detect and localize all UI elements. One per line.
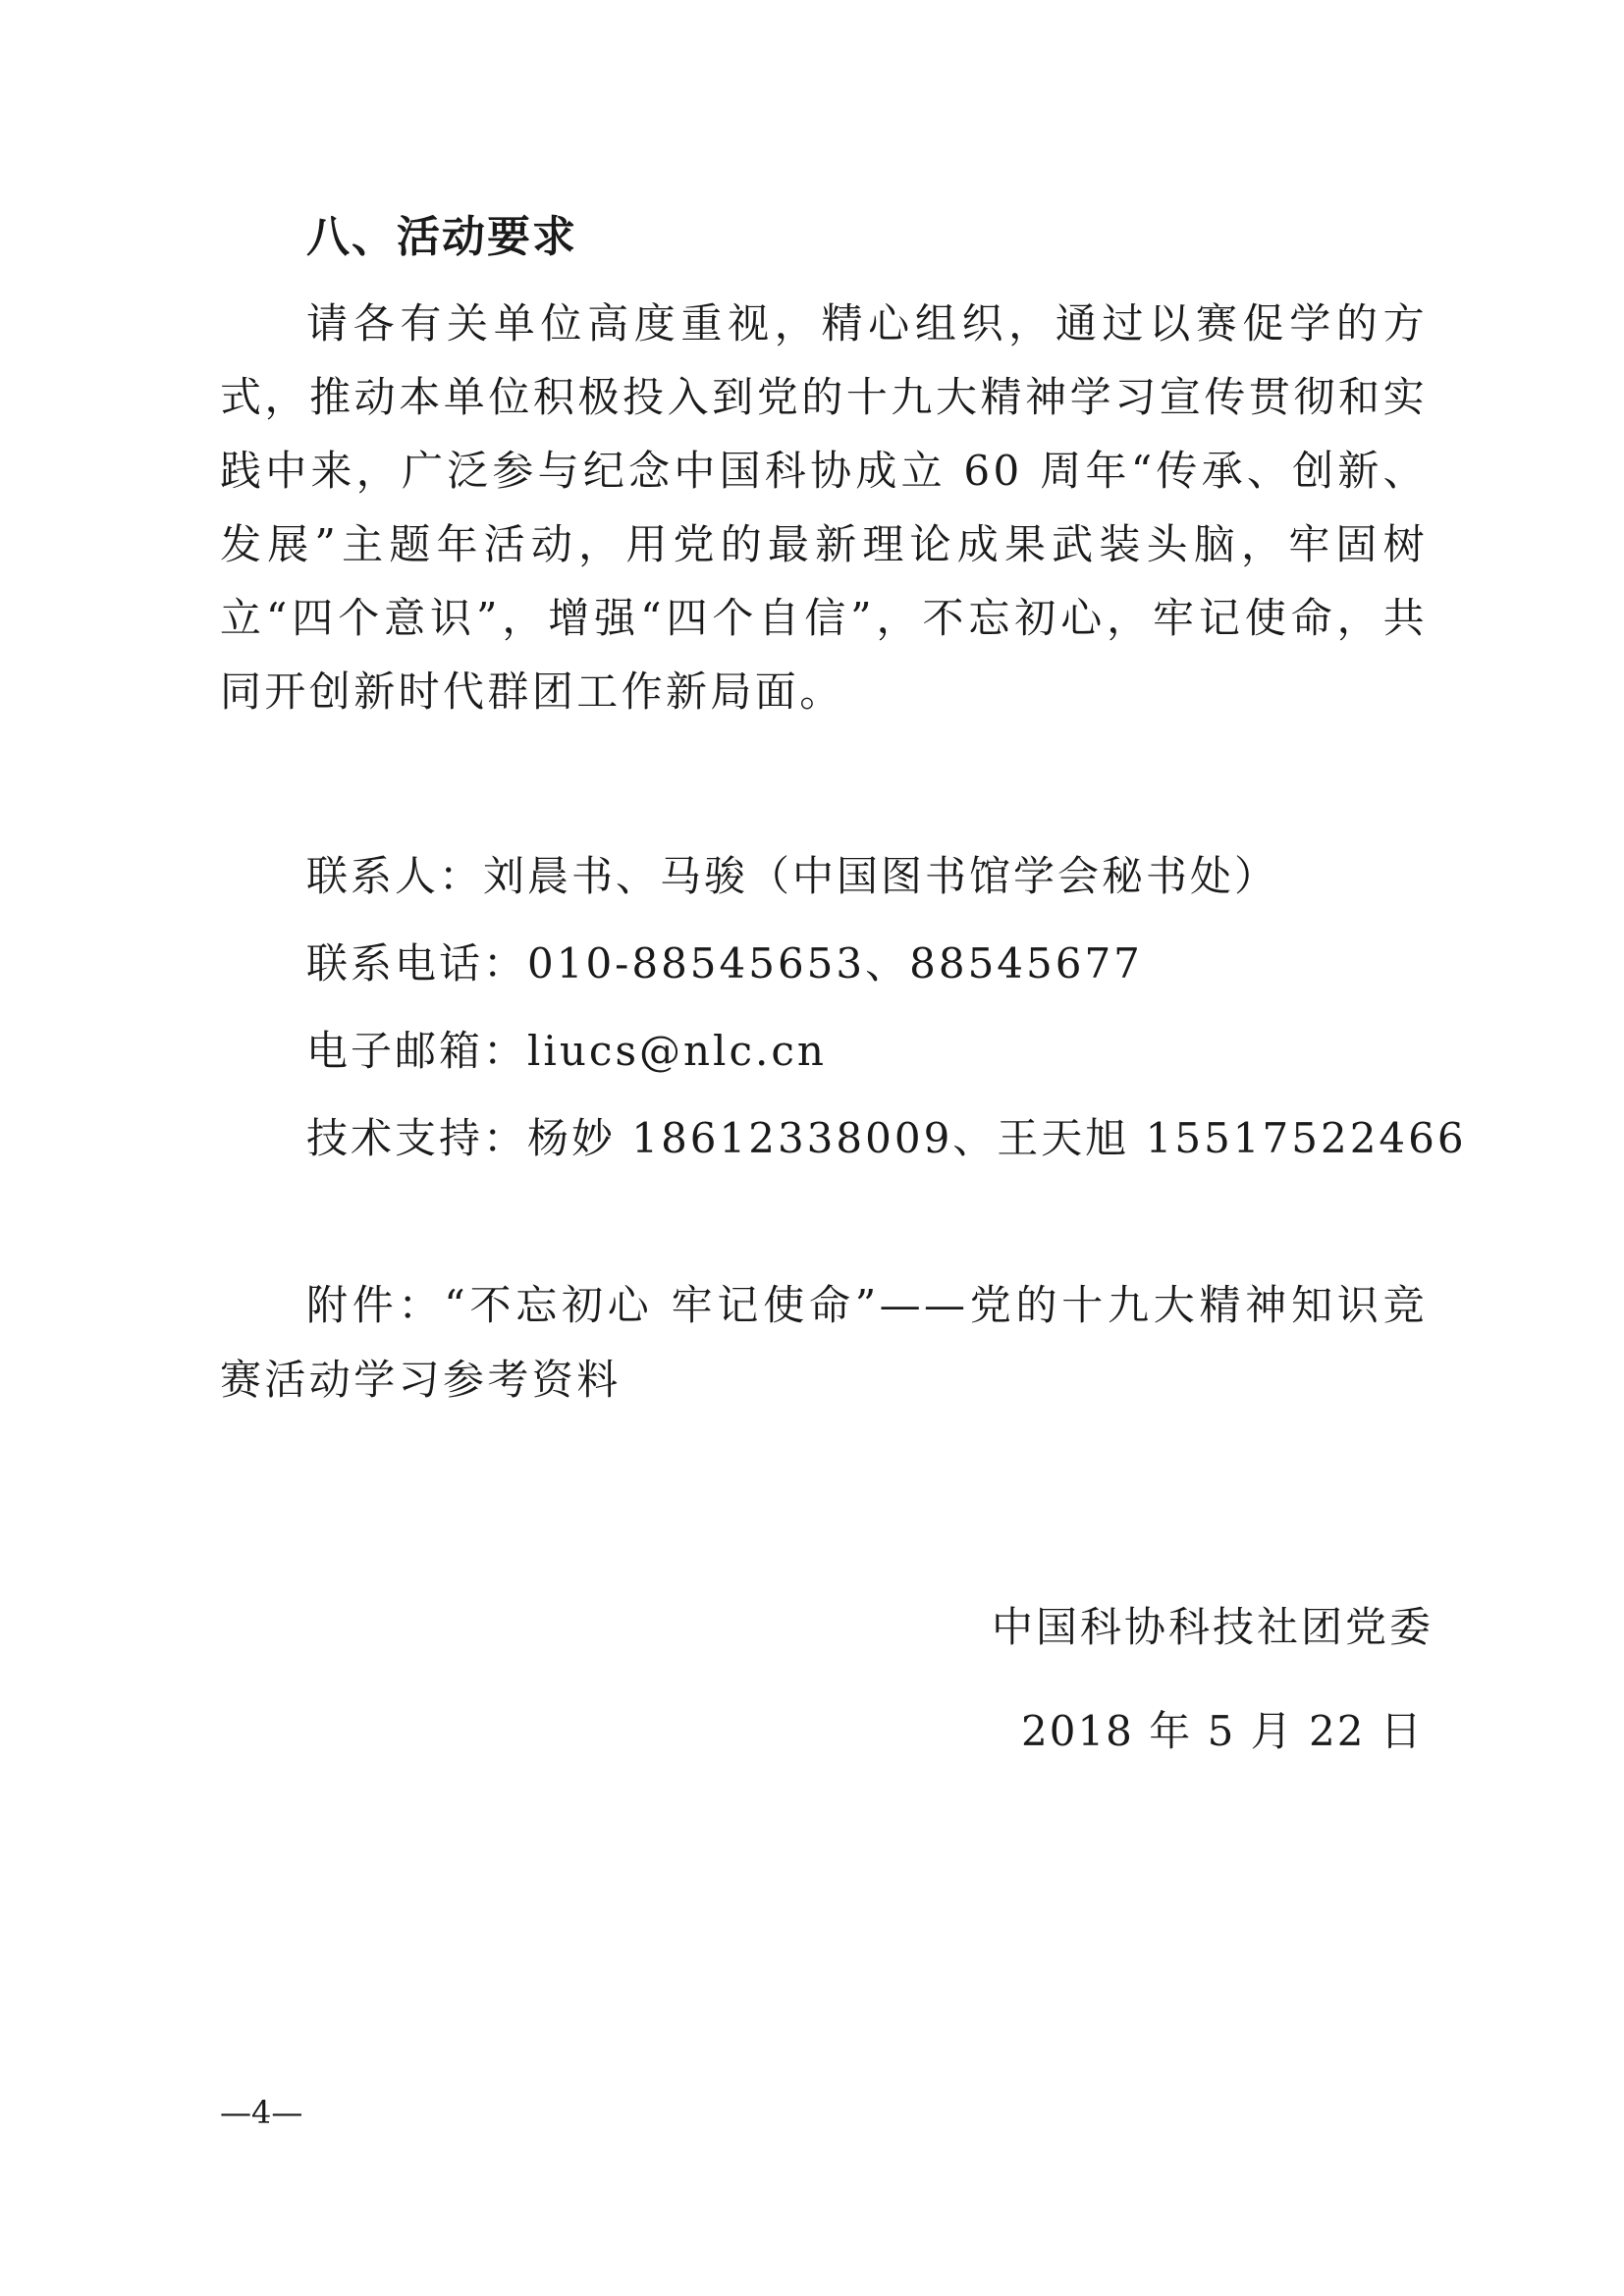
tech-support: 技术支持：杨妙 18612338009、王天旭 15517522466 — [306, 1114, 1467, 1162]
section-heading: 八、活动要求 — [306, 212, 577, 262]
contact-block — [306, 832, 1467, 1182]
signature-date: 2018 年 5 月 22 日 — [1021, 1707, 1424, 1755]
attachment-note: 附件：“不忘初心 牢记使命”——党的十九大精神知识竞赛活动学习参考资料 — [220, 1281, 1428, 1404]
signature-organization: 中国科协科技社团党委 — [992, 1603, 1435, 1651]
body-paragraph: 请各有关单位高度重视，精心组织，通过以赛促学的方式，推动本单位积极投入到党的十九大精神学习宣传贯彻和实践中来，广泛参与纪念中国科协成立 60 周年“传承、创新、发展”主题年活动，用党的最新理论成果武装头脑，牢固树立“四个意识”，增强“四个自信”，不忘初心，牢记使命，共同开创新时代群团工作新局面。 — [220, 299, 1428, 716]
contact-email: 电子邮箱：liucs@nlc.cn — [306, 1027, 827, 1075]
contact-phone: 联系电话：010-88545653、88545677 — [306, 939, 1143, 988]
page-number: —4— — [220, 2094, 303, 2131]
contact-person: 联系人：刘晨书、马骏（中国图书馆学会秘书处） — [306, 852, 1279, 900]
